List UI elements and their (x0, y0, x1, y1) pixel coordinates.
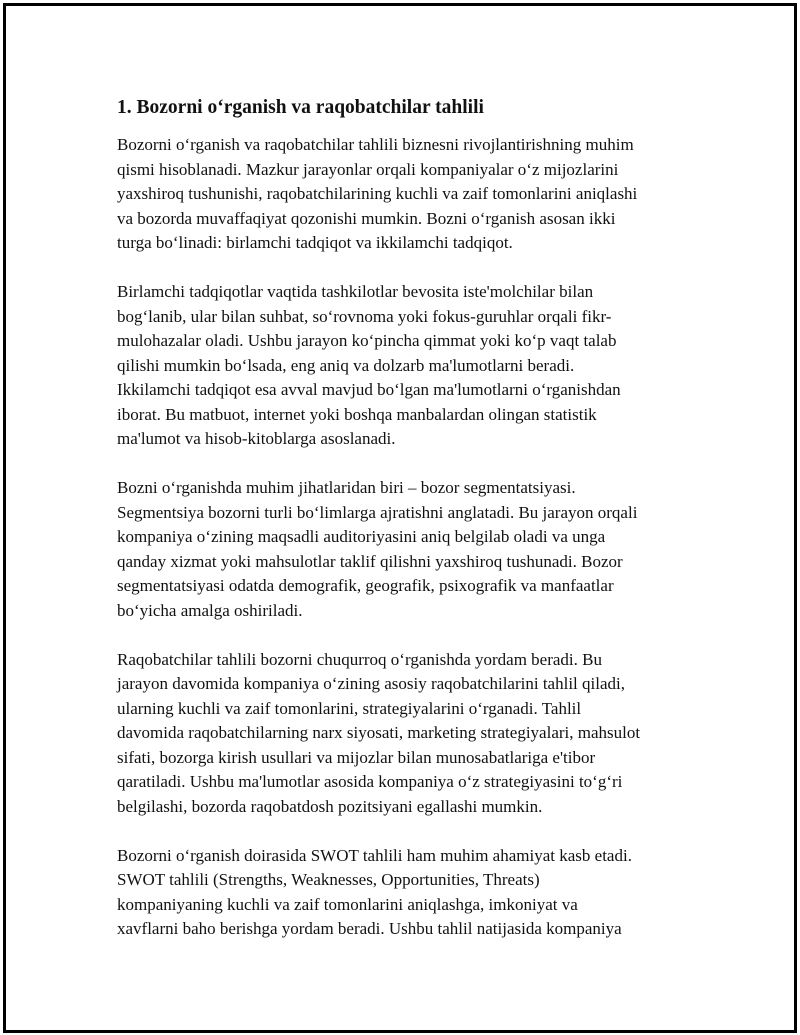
paragraph-line: mulohazalar oladi. Ushbu jarayon ko‘pincha qimmat yoki ko‘p vaqt talab (117, 331, 617, 350)
paragraph-line: qaratiladi. Ushbu ma'lumotlar asosida kompaniya o‘z strategiyasini to‘g‘ri (117, 772, 623, 791)
paragraph-line: bog‘lanib, ular bilan suhbat, so‘rovnoma yoki fokus-guruhlar orqali fikr- (117, 306, 612, 326)
paragraph-4 (117, 648, 697, 820)
paragraph-line: Bozorni o‘rganish va raqobatchilar tahlili biznesni rivojlantirishning muhim (117, 135, 634, 154)
paragraph-line: qilishi mumkin bo‘lsada, eng aniq va dolzarb ma'lumotlarni beradi. (117, 355, 575, 375)
paragraph-line: sifati, bozorga kirish usullari va mijozlar bilan munosabatlariga e'tibor (117, 747, 596, 767)
paragraph-line: kompaniyaning kuchli va zaif tomonlarini aniqlashga, imkoniyat va (117, 894, 578, 914)
paragraph-5 (117, 844, 697, 942)
paragraph-line: Segmentsiya bozorni turli bo‘limlarga ajratishni anglatadi. Bu jarayon orqali (117, 502, 638, 522)
paragraph-line: segmentatsiyasi odatda demografik, geografik, psixografik va manfaatlar (117, 576, 614, 595)
paragraph-line: xavflarni baho berishga yordam beradi. Ushbu tahlil natijasida kompaniya (117, 919, 622, 938)
paragraph-line: qanday xizmat yoki mahsulotlar taklif qilishni yaxshiroq tushunadi. Bozor (117, 551, 623, 571)
paragraph-line: Raqobatchilar tahlili bozorni chuqurroq o‘rganishda yordam beradi. Bu (117, 649, 602, 669)
paragraph-line: iborat. Bu matbuot, internet yoki boshqa manbalardan olingan statistik (117, 404, 597, 424)
paragraph-line: ma'lumot va hisob-kitoblarga asoslanadi. (117, 429, 396, 448)
paragraph-line: Birlamchi tadqiqotlar vaqtida tashkilotlar bevosita iste'molchilar bilan (117, 282, 594, 301)
paragraph-2 (117, 280, 697, 452)
paragraph-line: Bozorni o‘rganish doirasida SWOT tahlili ham muhim ahamiyat kasb etadi. (117, 845, 632, 865)
paragraph-line: kompaniya o‘zining maqsadli auditoriyasini aniq belgilab oladi va unga (117, 527, 606, 546)
paragraph-line: jarayon davomida kompaniya o‘zining asosiy raqobatchilarini tahlil qiladi, (117, 674, 625, 693)
paragraph-line: yaxshiroq tushunishi, raqobatchilarining kuchli va zaif tomonlarini aniqlashi (117, 184, 638, 203)
paragraph-list (117, 133, 697, 942)
paragraph-line: ularning kuchli va zaif tomonlarini, strategiyalarini o‘rganadi. Tahlil (117, 698, 582, 718)
paragraph-3 (117, 476, 697, 623)
paragraph-line: turga bo‘linadi: birlamchi tadqiqot va ikkilamchi tadqiqot. (117, 233, 513, 252)
paragraph-line: belgilashi, bozorda raqobatdosh pozitsiyani egallashi mumkin. (117, 796, 543, 816)
document-title: 1. Bozorni o‘rganish va raqobatchilar tahlili (117, 97, 484, 118)
paragraph-line: davomida raqobatchilarning narx siyosati, marketing strategiyalari, mahsulot (117, 723, 641, 742)
paragraph-line: qismi hisoblanadi. Mazkur jarayonlar orqali kompaniyalar o‘z mijozlarini (117, 159, 619, 179)
document-body (117, 93, 697, 966)
paragraph-line: Ikkilamchi tadqiqot esa avval mavjud bo‘lgan ma'lumotlarni o‘rganishdan (117, 380, 621, 399)
paragraph-line: bo‘yicha amalga oshiriladi. (117, 600, 303, 620)
paragraph-line: va bozorda muvaffaqiyat qozonishi mumkin. Bozni o‘rganish asosan ikki (117, 208, 616, 228)
paragraph-line: SWOT tahlili (Strengths, Weaknesses, Opportunities, Threats) (117, 870, 540, 889)
paragraph-1 (117, 133, 697, 256)
paragraph-line: Bozni o‘rganishda muhim jihatlaridan biri – bozor segmentatsiyasi. (117, 478, 576, 497)
